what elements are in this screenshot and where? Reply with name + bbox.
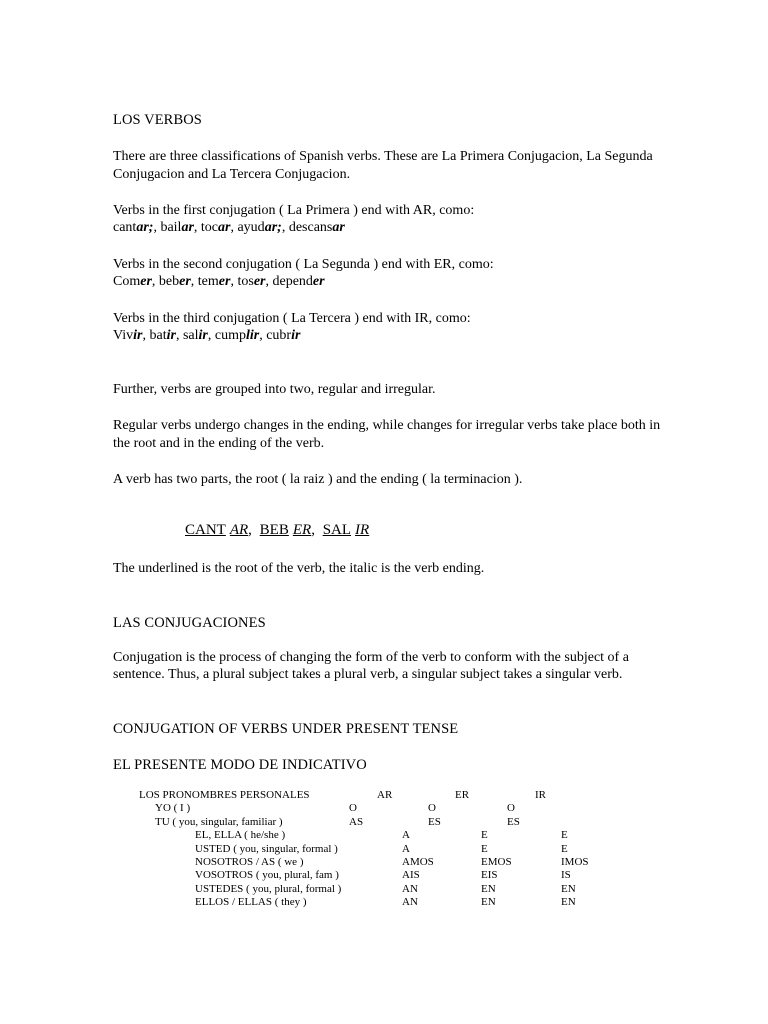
verb-example: ayudar; — [237, 220, 282, 235]
table-cell-ir: IMOS — [561, 856, 589, 868]
table-row-label: USTED ( you, singular, formal ) — [195, 842, 338, 855]
table-cell-ir: E — [561, 842, 568, 855]
table-cell-er: EN — [481, 896, 496, 909]
verb-example: BEB ER, — [259, 522, 315, 538]
verb-example: cantar; — [113, 220, 154, 235]
further-paragraph: Further, verbs are grouped into two, regular and irregular. — [113, 382, 436, 397]
table-cell-er: EMOS — [481, 856, 512, 868]
first-conjugation-examples: cantar;, bailar, tocar, ayudar;, descansar — [113, 220, 345, 235]
table-cell-er: EIS — [481, 869, 498, 882]
section-title-conjugaciones: LAS CONJUGACIONES — [113, 615, 266, 631]
page-title: LOS VERBOS — [113, 112, 202, 128]
verb-example: beber — [158, 274, 191, 289]
regular-paragraph: Regular verbs undergo changes in the ending, while changes for irregular verbs take place both in the root and in the ending of the verb. — [113, 418, 661, 451]
table-cell-ir: E — [561, 829, 568, 842]
verb-example: batir — [149, 328, 176, 343]
table-cell-ir: EN — [561, 896, 576, 909]
table-row-label: ELLOS / ELLAS ( they ) — [195, 896, 307, 909]
second-conjugation-text: Verbs in the second conjugation ( La Segunda ) end with ER, como: — [113, 257, 494, 272]
verb-root-examples — [185, 521, 373, 539]
table-header-label: LOS PRONOMBRES PERSONALES — [139, 789, 310, 801]
table-cell-ar: A — [402, 829, 410, 842]
verb-example: bailar — [160, 220, 194, 235]
table-header-er: ER — [455, 789, 470, 801]
table-cell-er: EN — [481, 882, 496, 895]
conjugation-definition: Conjugation is the process of changing the form of the verb to conform with the subject of a sentence. Thus, a plural subject takes a plural verb, a singular subject takes a singular verb. — [113, 650, 629, 682]
table-cell-er: O — [428, 802, 436, 815]
verb-example: salir — [182, 328, 208, 343]
table-cell-ar: AN — [402, 896, 418, 909]
table-header-ar: AR — [377, 789, 393, 801]
section-title-indicativo: EL PRESENTE MODO DE INDICATIVO — [113, 757, 367, 773]
verb-example: tocar — [200, 220, 231, 235]
verb-example: temer — [197, 274, 231, 289]
verb-example: CANT AR, — [185, 522, 252, 538]
table-cell-ir: ES — [507, 815, 520, 828]
table-cell-er: ES — [428, 815, 441, 828]
verb-example: cumplir — [214, 328, 260, 343]
table-row-label: TU ( you, singular, familiar ) — [155, 815, 283, 828]
table-row-label: USTEDES ( you, plural, formal ) — [195, 882, 342, 895]
table-row-label: NOSOTROS / AS ( we ) — [195, 856, 304, 868]
table-cell-ar: A — [402, 842, 410, 855]
table-cell-ar: AS — [349, 815, 364, 828]
intro-paragraph: There are three classifications of Spanish verbs. These are La Primera Conjugacion, La Segunda Conjugacion and La Tercera Conjugacion. — [113, 149, 653, 182]
table-cell-ar: AMOS — [402, 856, 434, 868]
verb-example: descansar — [288, 220, 345, 235]
first-conjugation-text: Verbs in the first conjugation ( La Primera ) end with AR, como: — [113, 203, 475, 218]
verb-parts-paragraph: A verb has two parts, the root ( la raiz ) and the ending ( la terminacion ). — [113, 472, 523, 487]
section-title-present-tense: CONJUGATION OF VERBS UNDER PRESENT TENSE — [113, 721, 459, 737]
table-cell-er: E — [481, 829, 488, 842]
third-conjugation-examples: Vivir, batir, salir, cumplir, cubrir — [113, 328, 301, 343]
verb-example: toser — [237, 274, 266, 289]
verb-example: SAL IR — [322, 522, 370, 538]
verb-example: Vivir — [113, 328, 143, 343]
table-row-label: EL, ELLA ( he/she ) — [195, 829, 286, 842]
verb-example: Comer — [113, 274, 152, 289]
verb-example: depender — [272, 274, 325, 289]
verb-example: cubrir — [266, 328, 301, 343]
second-conjugation-examples: Comer, beber, temer, toser, depender — [113, 274, 325, 289]
third-conjugation-text: Verbs in the third conjugation ( La Tercera ) end with IR, como: — [113, 311, 471, 326]
table-cell-er: E — [481, 842, 488, 855]
table-cell-ar: AN — [402, 882, 418, 895]
table-row-label: VOSOTROS ( you, plural, fam ) — [195, 869, 339, 882]
table-cell-ir: O — [507, 802, 515, 815]
table-row-label: YO ( I ) — [155, 802, 191, 815]
table-cell-ir: IS — [561, 869, 571, 882]
table-cell-ar: AIS — [402, 869, 420, 882]
table-cell-ir: EN — [561, 882, 576, 895]
table-cell-ar: O — [349, 802, 357, 815]
root-ending-note: The underlined is the root of the verb, the italic is the verb ending. — [113, 561, 485, 576]
table-header-ir: IR — [535, 789, 546, 801]
